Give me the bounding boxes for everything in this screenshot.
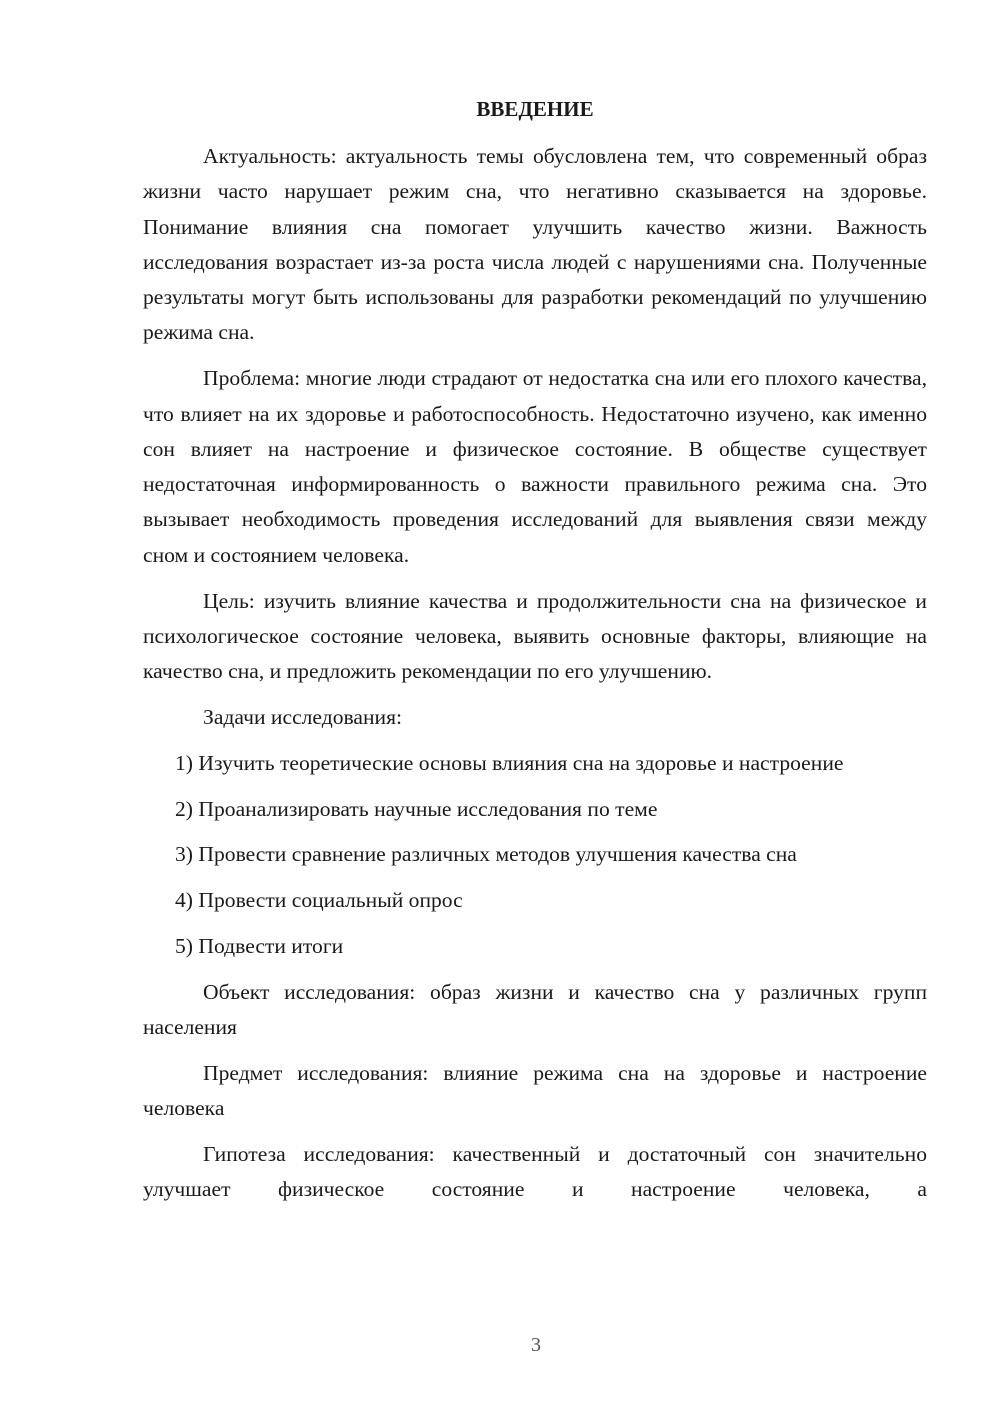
relevance-paragraph: Актуальность: актуальность темы обусловлена тем, что современный образ жизни часто нарушает режим сна, что негативно сказывается на здоровье. Понимание влияния сна помогает улучшить качество жизни. Важность исследования возрастает из-за роста числа людей с нарушениями сна. Полученные результаты могут быть использованы для разработки рекомендаций по улучшению режима сна. <box>143 144 927 345</box>
problem-paragraph: Проблема: многие люди страдают от недостатка сна или его плохого качества, что влияет на их здоровье и работоспособность. Недостаточно изучено, как именно сон влияет на настроение и физическое состояние. В обществе существует недостаточная информированность о важности правильного режима сна. Это вызывает необходимость проведения исследований для выявления связи между сном и состоянием человека. <box>143 366 927 567</box>
subject-paragraph: Предмет исследования: влияние режима сна на здоровье и настроение человека <box>143 1060 927 1121</box>
page-number: 3 <box>531 1334 541 1356</box>
task-item: 1) Изучить теоретические основы влияния сна на здоровье и настроение <box>175 750 844 775</box>
document-page <box>143 92 927 1218</box>
section-title: ВВЕДЕНИЕ <box>476 97 594 121</box>
task-item: 3) Провести сравнение различных методов улучшения качества сна <box>175 842 797 867</box>
task-item: 5) Подвести итоги <box>175 933 344 958</box>
goal-paragraph: Цель: изучить влияние качества и продолжительности сна на физическое и психологическое состояние человека, выявить основные факторы, влияющие на качество сна, и предложить рекомендации по его улучшению. <box>143 588 927 684</box>
hypothesis-paragraph: Гипотеза исследования: качественный и достаточный сон значительно улучшает физическое состояние и настроение человека, а <box>143 1141 927 1202</box>
tasks-heading: Задачи исследования: <box>203 704 403 729</box>
task-item: 4) Провести социальный опрос <box>175 888 463 913</box>
task-item: 2) Проанализировать научные исследования по теме <box>175 796 658 821</box>
object-paragraph: Объект исследования: образ жизни и качество сна у различных групп населения <box>143 979 927 1040</box>
